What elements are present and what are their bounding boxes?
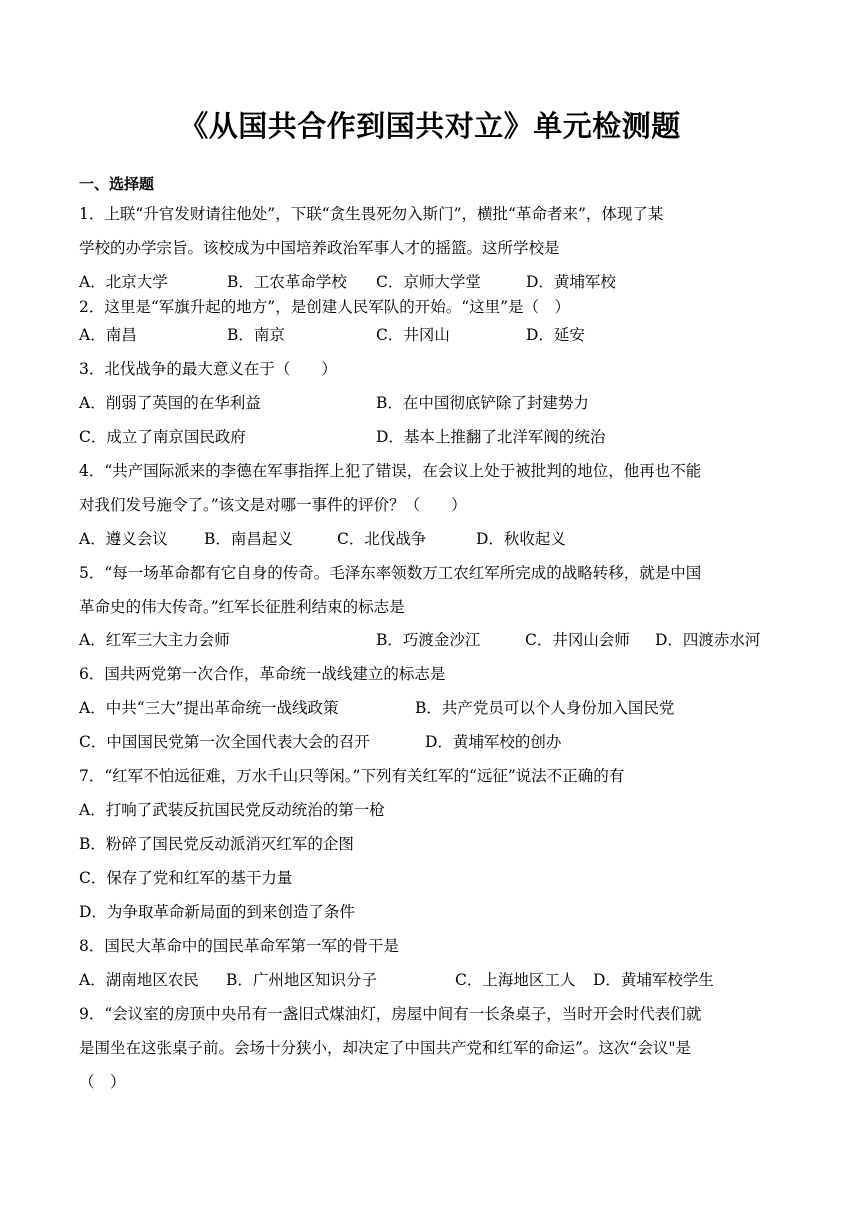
- option-c: C．北伐战争: [337, 530, 427, 548]
- option-a: A．北京大学: [79, 273, 168, 291]
- option-b: B．共产党员可以个人身份加入国民党: [415, 699, 675, 717]
- option-d: D．黄埔军校学生: [593, 971, 714, 989]
- question-text: 7．“红军不怕远征难，万水千山只等闲。”下列有关红军的“远征”说法不正确的有: [79, 767, 625, 785]
- option-a: A．打响了武装反抗国民党反动统治的第一枪: [79, 801, 385, 819]
- question-6-options-row-1: [79, 691, 781, 725]
- question-text: 4．“共产国际派来的李德在军事指挥上犯了错误，在会议上处于被批判的地位，他再也不能: [79, 462, 702, 480]
- question-7-option-a: [79, 793, 781, 827]
- option-a: A．红军三大主力会师: [79, 631, 230, 649]
- option-d: D．延安: [526, 326, 585, 344]
- option-d: D．秋收起义: [476, 530, 566, 548]
- question-text: 8．国民大革命中的国民革命军第一军的骨干是: [79, 937, 399, 955]
- option-c: C．井冈山: [376, 326, 450, 344]
- question-text: 是围坐在这张桌子前。会场十分狭小，却决定了中国共产党和红军的命运”。这次“会议"是: [79, 1039, 691, 1057]
- option-a: A．遵义会议: [79, 530, 168, 548]
- option-c: C．京师大学堂: [376, 273, 481, 291]
- question-9: [79, 997, 781, 1099]
- option-c: C．中国国民党第一次全国代表大会的召开: [79, 733, 370, 751]
- question-5: [79, 556, 781, 624]
- question-text: 5．“每一场革命都有它自身的传奇。毛泽东率领数万工农红军所完成的战略转移，就是中国: [79, 564, 702, 582]
- question-text: 革命史的伟大传奇。”红军长征胜利结束的标志是: [79, 598, 405, 616]
- option-c: C．成立了南京国民政府: [79, 428, 246, 446]
- option-d: D．为争取革命新局面的到来创造了条件: [79, 903, 355, 921]
- question-7-option-c: [79, 861, 781, 895]
- option-b: B．工农革命学校: [227, 273, 347, 291]
- option-b: B．南京: [227, 326, 285, 344]
- question-8-options: [79, 963, 781, 997]
- question-3-options-row-2: [79, 420, 781, 454]
- option-b: B．在中国彻底铲除了封建势力: [376, 394, 589, 412]
- question-7: [79, 759, 781, 793]
- question-3-options-row-1: [79, 386, 781, 420]
- question-text: 3．北伐战争的最大意义在于（ ）: [79, 360, 337, 378]
- option-c: C．上海地区工人: [455, 971, 576, 989]
- question-text: 9．“会议室的房顶中央吊有一盏旧式煤油灯，房屋中间有一长条桌子，当时开会时代表们就: [79, 1005, 702, 1023]
- section-heading: 一、选择题: [79, 175, 155, 193]
- option-b: B．巧渡金沙江: [376, 631, 481, 649]
- option-c: C．保存了党和红军的基干力量: [79, 869, 293, 887]
- option-b: B．南昌起义: [204, 530, 293, 548]
- question-text: 6．国共两党第一次合作，革命统一战线建立的标志是: [79, 665, 446, 683]
- question-text: 对我们发号施令了。”该文是对哪一事件的评价？（ ）: [79, 496, 467, 514]
- option-a: A．中共“三大”提出革命统一战线政策: [79, 699, 339, 717]
- question-text: 学校的办学宗旨。该校成为中国培养政治军事人才的摇篮。这所学校是: [79, 239, 560, 257]
- option-d: D．基本上推翻了北洋军阀的统治: [376, 428, 606, 446]
- question-7-option-b: [79, 827, 781, 861]
- option-b: B．粉碎了国民党反动派消灭红军的企图: [79, 835, 354, 853]
- question-6-options-row-2: [79, 725, 781, 759]
- option-d: D．四渡赤水河: [655, 631, 761, 649]
- question-8: [79, 929, 781, 963]
- option-d: D．黄埔军校的创办: [425, 733, 562, 751]
- question-6: [79, 657, 781, 691]
- option-a: A．削弱了英国的在华利益: [79, 394, 261, 412]
- option-c: C．井冈山会师: [525, 631, 630, 649]
- question-text: （ ）: [79, 1073, 126, 1091]
- option-d: D．黄埔军校: [526, 273, 616, 291]
- question-3: [79, 352, 781, 386]
- option-a: A．湖南地区农民: [79, 971, 199, 989]
- option-b: B．广州地区知识分子: [226, 971, 377, 989]
- option-a: A．南昌: [79, 326, 137, 344]
- question-text: 2．这里是“军旗升起的地方”，是创建人民军队的开始。“这里”是（ ）: [79, 298, 571, 316]
- question-7-option-d: [79, 895, 781, 929]
- question-4: [79, 454, 781, 522]
- question-2-options: [79, 318, 781, 352]
- question-5-options: [79, 623, 781, 657]
- question-4-options: [79, 522, 781, 556]
- question-text: 1．上联“升官发财请往他处”，下联“贪生畏死勿入斯门”，横批“革命者来”，体现了某: [79, 205, 664, 223]
- page-title: 《从国共合作到国共对立》单元检测题: [179, 109, 681, 143]
- question-1: [79, 197, 781, 265]
